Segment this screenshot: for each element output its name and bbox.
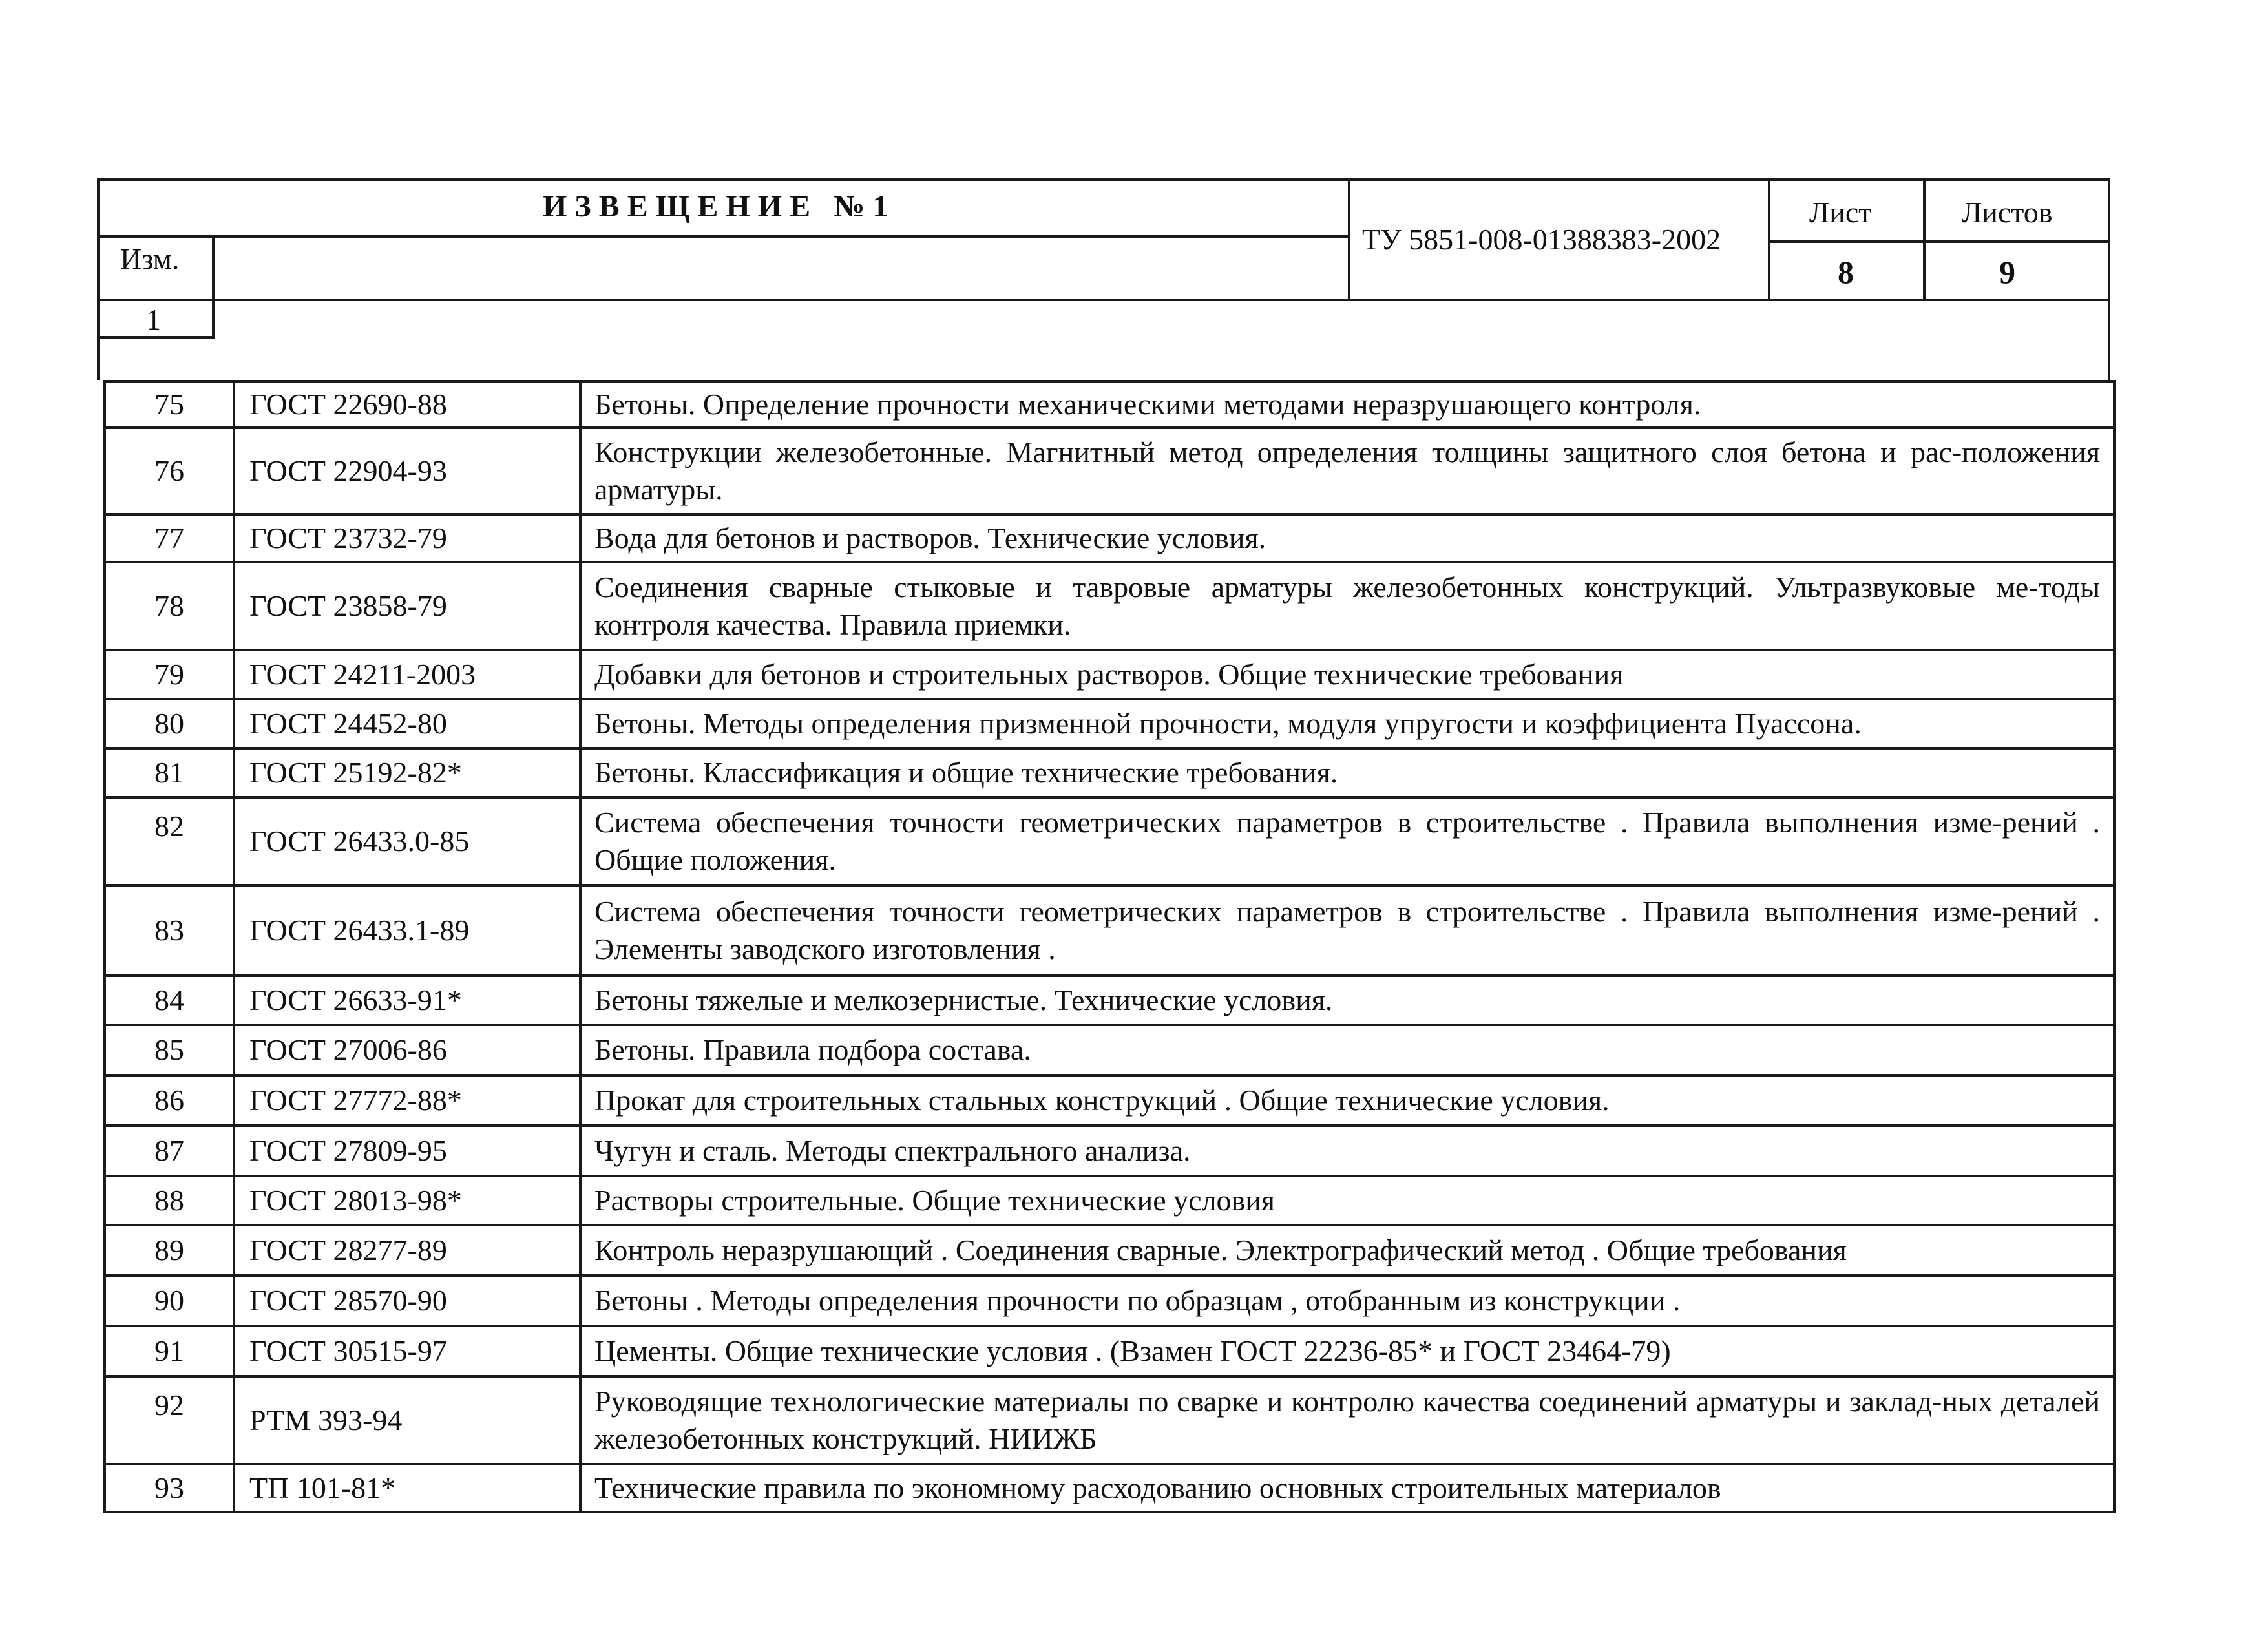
standard-title: Бетоны. Определение прочности механическими методами неразрушающего контроля. — [580, 381, 2114, 428]
izm-cell-right — [212, 235, 215, 339]
standard-code: ГОСТ 22690-88 — [234, 381, 580, 428]
standard-code: ГОСТ 26633-91* — [234, 976, 580, 1025]
standard-code: ГОСТ 23732-79 — [234, 514, 580, 562]
table-row — [105, 381, 2114, 428]
sheets-total: 9 — [1999, 254, 2015, 290]
row-number: 84 — [105, 976, 234, 1025]
standard-code: ГОСТ 25192-82* — [234, 748, 580, 797]
standard-title: Растворы строительные. Общие технические условия — [580, 1176, 2114, 1225]
row-number: 88 — [105, 1176, 234, 1225]
standard-code: ГОСТ 26433.1-89 — [234, 885, 580, 976]
table-row — [105, 1376, 2114, 1464]
standard-title: Бетоны . Методы определения прочности по образцам , отобранным из конструкции . — [580, 1276, 2114, 1326]
standard-title: Чугун и сталь. Методы спектрального анализа. — [580, 1126, 2114, 1176]
row-number: 81 — [105, 748, 234, 797]
document-code: ТУ 5851-008-01388383-2002 — [1362, 223, 1721, 256]
standards-table — [103, 380, 2116, 1513]
sheet-number: 8 — [1838, 254, 1854, 290]
standard-code: ГОСТ 28277-89 — [234, 1225, 580, 1276]
header-sep-2 — [1768, 178, 1770, 301]
standard-code: ГОСТ 27006-86 — [234, 1025, 580, 1075]
standard-code: ТП 101-81* — [234, 1464, 580, 1512]
table-row — [105, 1176, 2114, 1225]
standard-title: Цементы. Общие технические условия . (Взамен ГОСТ 22236-85* и ГОСТ 23464-79) — [580, 1326, 2114, 1376]
row-number: 93 — [105, 1464, 234, 1512]
izm-value-bottom — [97, 336, 215, 339]
row-number: 92 — [105, 1376, 234, 1464]
sheets-label: Листов — [1962, 196, 2053, 229]
table-row — [105, 797, 2114, 885]
standard-title: Система обеспечения точности геометрических параметров в строительстве . Правила выполнения изме-рений . Элементы заводского изготовления . — [580, 885, 2114, 976]
table-row — [105, 1025, 2114, 1075]
standard-code: ГОСТ 27809-95 — [234, 1126, 580, 1176]
standard-title: Добавки для бетонов и строительных растворов. Общие технические требования — [580, 650, 2114, 699]
standard-code: ГОСТ 23858-79 — [234, 562, 580, 650]
standard-code: ГОСТ 24211-2003 — [234, 650, 580, 699]
standard-code: ГОСТ 28570-90 — [234, 1276, 580, 1326]
row-number: 90 — [105, 1276, 234, 1326]
table-row — [105, 1464, 2114, 1512]
row-number: 89 — [105, 1225, 234, 1276]
table-row — [105, 885, 2114, 976]
change-number: 1 — [146, 303, 161, 336]
standard-code: ГОСТ 26433.0-85 — [234, 797, 580, 885]
standard-title: Конструкции железобетонные. Магнитный метод определения толщины защитного слоя бетона и рас-положения арматуры. — [580, 428, 2114, 514]
standard-code: ГОСТ 24452-80 — [234, 699, 580, 748]
standard-code: ГОСТ 27772-88* — [234, 1075, 580, 1126]
row-number: 83 — [105, 885, 234, 976]
standard-title: Соединения сварные стыковые и тавровые арматуры железобетонных конструкций. Ультразвуковые ме-тоды контроля качества. Правила приемки. — [580, 562, 2114, 650]
row-number: 76 — [105, 428, 234, 514]
row-number: 77 — [105, 514, 234, 562]
header-sep-1 — [1348, 178, 1350, 301]
row-number: 87 — [105, 1126, 234, 1176]
table-row — [105, 428, 2114, 514]
standard-code: ГОСТ 22904-93 — [234, 428, 580, 514]
header-bottom-line — [97, 299, 2110, 301]
table-row — [105, 1225, 2114, 1276]
standard-code: РТМ 393-94 — [234, 1376, 580, 1464]
row-number: 82 — [105, 797, 234, 885]
standard-title: Вода для бетонов и растворов. Технические условия. — [580, 514, 2114, 562]
header-title-underline — [97, 235, 1349, 238]
row-number: 80 — [105, 699, 234, 748]
standard-title: Технические правила по экономному расходованию основных строительных материалов — [580, 1464, 2114, 1512]
standard-code: ГОСТ 30515-97 — [234, 1326, 580, 1376]
table-row — [105, 1276, 2114, 1326]
standard-title: Система обеспечения точности геометрических параметров в строительстве . Правила выполнения изме-рений . Общие положения. — [580, 797, 2114, 885]
table-row — [105, 699, 2114, 748]
sheet-label: Лист — [1809, 196, 1872, 229]
table-row — [105, 1126, 2114, 1176]
row-number: 86 — [105, 1075, 234, 1126]
row-number: 91 — [105, 1326, 234, 1376]
table-row — [105, 562, 2114, 650]
row-number: 79 — [105, 650, 234, 699]
table-row — [105, 748, 2114, 797]
table-row — [105, 514, 2114, 562]
header-right-line — [2108, 178, 2110, 380]
standard-title: Бетоны. Правила подбора состава. — [580, 1025, 2114, 1075]
row-number: 85 — [105, 1025, 234, 1075]
notice-title: ИЗВЕЩЕНИЕ №1 — [543, 189, 896, 224]
header-left-line — [97, 178, 100, 380]
standard-title: Бетоны. Методы определения призменной прочности, модуля упругости и коэффициента Пуассона. — [580, 699, 2114, 748]
standard-title: Бетоны тяжелые и мелкозернистые. Технические условия. — [580, 976, 2114, 1025]
table-row — [105, 976, 2114, 1025]
header-top-line — [97, 178, 2110, 181]
standard-code: ГОСТ 28013-98* — [234, 1176, 580, 1225]
standard-title: Руководящие технологические материалы по сварке и контролю качества соединений арматуры и заклад-ных деталей железобетонных конструкций. НИИЖБ — [580, 1376, 2114, 1464]
change-label: Изм. — [120, 242, 180, 275]
table-row — [105, 1326, 2114, 1376]
row-number: 75 — [105, 381, 234, 428]
header-sheet-divider — [1768, 240, 2110, 243]
table-row — [105, 1075, 2114, 1126]
header-sep-3 — [1923, 178, 1926, 301]
standard-title: Контроль неразрушающий . Соединения сварные. Электрографический метод . Общие требования — [580, 1225, 2114, 1276]
row-number: 78 — [105, 562, 234, 650]
standard-title: Бетоны. Классификация и общие технические требования. — [580, 748, 2114, 797]
table-row — [105, 650, 2114, 699]
standard-title: Прокат для строительных стальных конструкций . Общие технические условия. — [580, 1075, 2114, 1126]
